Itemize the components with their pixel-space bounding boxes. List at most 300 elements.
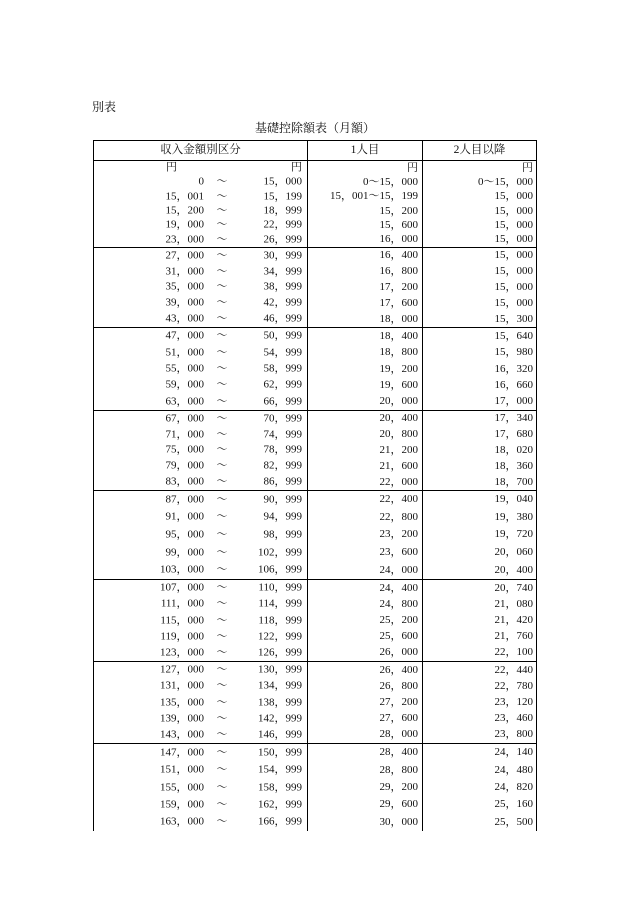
additional-person-deduction: 23，460 (494, 712, 533, 725)
first-person-deduction: 30，000 (308, 814, 423, 831)
income-range-cell (94, 544, 308, 562)
income-range-cell (94, 694, 308, 710)
first-person-deduction: 21，200 (308, 443, 423, 459)
income-range-cell (94, 509, 308, 527)
income-to: 50，999 (263, 329, 302, 342)
table-row (94, 814, 536, 831)
income-range-cell (94, 328, 308, 344)
table-row (94, 744, 536, 761)
income-range-cell (94, 411, 308, 427)
additional-person-deduction: 24，480 (494, 763, 533, 776)
income-from: 115，000 (160, 614, 204, 626)
income-to: 82，999 (263, 459, 302, 472)
first-person-deduction: 19，600 (308, 377, 423, 393)
income-from: 15，200 (165, 204, 204, 217)
additional-person-deduction: 20，740 (494, 581, 533, 594)
range-tilde: ～ (216, 204, 228, 217)
income-to: 66，999 (263, 395, 302, 408)
first-person-deduction: 15，200 (308, 204, 423, 218)
first-person-deduction: 25，600 (308, 629, 423, 645)
additional-person-deduction: 15，000 (494, 296, 533, 309)
first-person-deduction: 26，800 (308, 678, 423, 694)
table-row (94, 662, 536, 678)
range-tilde: ～ (216, 249, 228, 262)
table-row (94, 344, 536, 360)
income-to: 102，999 (258, 546, 302, 559)
income-range-cell (94, 761, 308, 778)
first-person-deduction: 28，000 (308, 727, 423, 743)
income-range-cell (94, 629, 308, 645)
table-row (94, 645, 536, 661)
additional-person-deduction: 18，700 (494, 475, 533, 488)
additional-person-deduction: 16，320 (494, 362, 533, 375)
income-to: 38，999 (263, 280, 302, 293)
first-person-deduction: 29，600 (308, 796, 423, 813)
additional-person-deduction: 15，000 (494, 190, 533, 203)
range-tilde: ～ (216, 493, 228, 506)
income-to: 26，999 (263, 233, 302, 246)
income-range-cell (94, 561, 308, 579)
additional-person-deduction: 20，060 (494, 546, 533, 559)
range-tilde: ～ (216, 798, 228, 811)
table-row (94, 727, 536, 743)
range-tilde: ～ (216, 746, 228, 759)
first-person-deduction: 29，200 (308, 779, 423, 796)
income-from: 55，000 (165, 362, 204, 375)
additional-person-deduction: 19，380 (494, 510, 533, 523)
additional-person-deduction: 15，000 (494, 280, 533, 293)
income-range-cell (94, 264, 308, 280)
income-range-cell (94, 233, 308, 247)
income-to: 15，000 (263, 175, 302, 188)
additional-person-deduction: 18，020 (494, 443, 533, 456)
range-tilde: ～ (216, 265, 228, 278)
income-from: 127，000 (160, 663, 204, 676)
row-group (94, 580, 536, 662)
additional-person-deduction: 17，000 (494, 395, 533, 408)
first-person-deduction: 18，800 (308, 344, 423, 360)
income-to: 130，999 (258, 663, 302, 676)
income-from: 87，000 (165, 493, 204, 506)
income-to: 126，999 (258, 646, 302, 659)
table-body (94, 161, 536, 831)
income-to: 110，999 (258, 581, 302, 594)
table-row (94, 248, 536, 264)
income-from-unit: 円 (166, 161, 177, 174)
range-tilde: ～ (216, 218, 228, 231)
table-row (94, 629, 536, 645)
income-to-unit: 円 (291, 161, 302, 174)
first-person-deduction: 15，600 (308, 218, 423, 232)
row-group (94, 411, 536, 491)
range-tilde: ～ (216, 728, 228, 741)
income-from: 123，000 (160, 646, 204, 659)
income-from: 151，000 (160, 763, 204, 776)
income-range-cell (94, 744, 308, 761)
first-person-deduction: 16，000 (308, 233, 423, 247)
table-row (94, 311, 536, 327)
range-tilde: ～ (216, 679, 228, 692)
additional-person-deduction: 15，640 (494, 329, 533, 342)
income-from: 23，000 (165, 233, 204, 246)
income-from: 147，000 (160, 746, 204, 759)
additional-person-deduction: 25，500 (494, 815, 533, 828)
table-row (94, 491, 536, 509)
income-range-cell (94, 612, 308, 628)
income-from: 35，000 (165, 280, 204, 293)
page-title: 基礎控除額表（月額） (254, 121, 375, 135)
income-to: 18，999 (263, 204, 302, 217)
income-from: 159，000 (160, 798, 204, 811)
additional-person-deduction: 21，760 (494, 630, 533, 643)
income-range-cell (94, 711, 308, 727)
additional-person-deduction: 15，980 (494, 346, 533, 359)
first-person-deduction: 18，400 (308, 328, 423, 344)
additional-person-deduction: 15，000 (494, 265, 533, 278)
income-range-cell (94, 427, 308, 443)
first-person-deduction: 24，400 (308, 580, 423, 596)
income-range-cell (94, 779, 308, 796)
first-person-deduction: 25，200 (308, 612, 423, 628)
table-row (94, 204, 536, 218)
range-tilde: ～ (216, 412, 228, 425)
header-first-person: 1人目 (308, 141, 423, 160)
first-person-deduction: 21，600 (308, 458, 423, 474)
income-from: 19，000 (165, 218, 204, 231)
income-from: 135，000 (160, 696, 204, 708)
range-tilde: ～ (216, 378, 228, 391)
income-to: 42，999 (263, 296, 302, 309)
table-row (94, 411, 536, 427)
income-from: 103，000 (160, 563, 204, 576)
income-range-cell (94, 580, 308, 596)
range-tilde: ～ (216, 510, 228, 523)
additional-person-deduction: 23，120 (494, 696, 533, 708)
income-range-cell (94, 311, 308, 327)
income-to: 78，999 (263, 443, 302, 456)
income-to: 142，999 (258, 712, 302, 725)
income-to: 154，999 (258, 763, 302, 776)
income-to: 22，999 (263, 218, 302, 231)
first-person-deduction: 17，600 (308, 295, 423, 311)
table-row (94, 394, 536, 410)
additional-person-deduction: 24，820 (494, 781, 533, 794)
range-tilde: ～ (216, 630, 228, 643)
range-tilde: ～ (216, 395, 228, 408)
first-person-deduction: 22，400 (308, 491, 423, 509)
range-tilde: ～ (216, 597, 228, 610)
income-to: 90，999 (263, 493, 302, 506)
first-person-deduction: 20，000 (308, 394, 423, 410)
first-person-deduction: 28，400 (308, 744, 423, 761)
income-from: 0 (198, 175, 204, 188)
first-person-deduction: 22，000 (308, 474, 423, 490)
table-row (94, 694, 536, 710)
income-from: 99，000 (165, 546, 204, 559)
income-to: 94，999 (263, 510, 302, 523)
first-person-deduction: 17，200 (308, 280, 423, 296)
income-to: 134，999 (258, 679, 302, 692)
income-to: 54，999 (263, 346, 302, 359)
table-row (94, 361, 536, 377)
deduction-table (93, 140, 537, 831)
table-row (94, 233, 536, 247)
range-tilde: ～ (216, 763, 228, 776)
header-income-range: 収入金額別区分 (94, 141, 308, 160)
table-row (94, 328, 536, 344)
range-tilde: ～ (216, 175, 228, 188)
income-to: 62，999 (263, 378, 302, 391)
income-to: 58，999 (263, 362, 302, 375)
income-to: 138，999 (258, 696, 302, 708)
income-to: 146，999 (258, 728, 302, 741)
range-tilde: ～ (216, 475, 228, 488)
row-group (94, 328, 536, 411)
table-row (94, 580, 536, 596)
income-from: 27，000 (165, 249, 204, 262)
income-to: 150，999 (258, 746, 302, 759)
additional-person-deduction: 19，720 (494, 528, 533, 541)
first-person-deduction: 19，200 (308, 361, 423, 377)
range-tilde: ～ (216, 329, 228, 342)
income-range-cell (94, 361, 308, 377)
income-from: 131，000 (160, 679, 204, 692)
additional-person-deduction: 21，420 (494, 614, 533, 626)
header-additional-persons: 2人目以降 (453, 143, 506, 156)
income-range-cell (94, 175, 308, 189)
income-to: 30，999 (263, 249, 302, 262)
income-from: 59，000 (165, 378, 204, 391)
income-range-cell (94, 662, 308, 678)
row-group (94, 248, 536, 328)
income-from: 47，000 (165, 329, 204, 342)
income-from: 155，000 (160, 781, 204, 794)
income-to: 86，999 (263, 475, 302, 488)
income-from: 83，000 (165, 475, 204, 488)
income-from: 107，000 (160, 581, 204, 594)
additional-person-deduction: 25，160 (494, 798, 533, 811)
income-from: 95，000 (165, 528, 204, 541)
income-range-cell (94, 458, 308, 474)
range-tilde: ～ (216, 696, 228, 708)
income-from: 79，000 (165, 459, 204, 472)
additional-person-deduction: 17，680 (494, 428, 533, 441)
first-person-unit: 円 (308, 161, 423, 175)
range-tilde: ～ (216, 781, 228, 794)
income-to: 118，999 (258, 614, 302, 626)
income-range-unit-cell (94, 161, 308, 175)
first-person-deduction: 24，800 (308, 596, 423, 612)
table-row (94, 377, 536, 393)
range-tilde: ～ (216, 233, 228, 246)
first-person-deduction: 16，800 (308, 264, 423, 280)
first-person-deduction: 24，000 (308, 561, 423, 579)
range-tilde: ～ (216, 563, 228, 576)
income-to: 162，999 (258, 798, 302, 811)
additional-person-deduction: 22，440 (494, 663, 533, 676)
table-row (94, 218, 536, 232)
range-tilde: ～ (216, 312, 228, 325)
range-tilde: ～ (216, 443, 228, 456)
table-row (94, 264, 536, 280)
income-from: 143，000 (160, 728, 204, 741)
table-row (94, 761, 536, 778)
range-tilde: ～ (216, 362, 228, 375)
table-row (94, 458, 536, 474)
range-tilde: ～ (216, 459, 228, 472)
table-row (94, 427, 536, 443)
income-from: 63，000 (165, 395, 204, 408)
table-row (94, 779, 536, 796)
additional-person-deduction: 15，000 (494, 249, 533, 262)
income-from: 163，000 (160, 815, 204, 828)
income-range-cell (94, 491, 308, 509)
table-row (94, 295, 536, 311)
first-person-deduction: 16，400 (308, 248, 423, 264)
additional-person-unit: 円 (522, 161, 533, 174)
row-group (94, 491, 536, 580)
income-to: 74，999 (263, 428, 302, 441)
income-from: 111，000 (160, 597, 204, 610)
range-tilde: ～ (216, 546, 228, 559)
income-from: 71，000 (165, 428, 204, 441)
first-person-deduction: 18，000 (308, 311, 423, 327)
additional-person-deduction: 19，040 (494, 493, 533, 506)
table-row (94, 509, 536, 527)
range-tilde: ～ (216, 712, 228, 725)
first-person-deduction: 27，600 (308, 711, 423, 727)
table-row (94, 612, 536, 628)
income-range-cell (94, 190, 308, 204)
income-range-cell (94, 394, 308, 410)
table-row (94, 175, 536, 189)
income-range-cell (94, 727, 308, 743)
table-row (94, 443, 536, 459)
income-range-cell (94, 474, 308, 490)
income-from: 43，000 (165, 312, 204, 325)
table-row (94, 544, 536, 562)
table-row (94, 280, 536, 296)
unit-row (94, 161, 536, 175)
income-to: 166，999 (258, 815, 302, 828)
first-person-deduction: 20，400 (308, 411, 423, 427)
income-to: 70，999 (263, 412, 302, 425)
range-tilde: ～ (216, 428, 228, 441)
income-to: 106，999 (258, 563, 302, 576)
income-range-cell (94, 596, 308, 612)
table-row (94, 678, 536, 694)
income-from: 39，000 (165, 296, 204, 309)
income-from: 139，000 (160, 712, 204, 725)
additional-person-deduction: 23，800 (494, 728, 533, 741)
table-row (94, 596, 536, 612)
first-person-deduction: 22，800 (308, 509, 423, 527)
row-group (94, 662, 536, 744)
additional-person-deduction: 22，100 (494, 646, 533, 659)
income-range-cell (94, 204, 308, 218)
range-tilde: ～ (216, 346, 228, 359)
income-from: 75，000 (165, 443, 204, 456)
income-range-cell (94, 814, 308, 831)
income-range-cell (94, 526, 308, 544)
additional-person-deduction: 15，000 (494, 218, 533, 231)
additional-person-deduction: 15，000 (494, 233, 533, 246)
income-from: 119，000 (160, 630, 204, 643)
additional-person-deduction: 17，340 (494, 412, 533, 425)
income-to: 15，199 (263, 190, 302, 203)
income-range-cell (94, 377, 308, 393)
income-range-cell (94, 443, 308, 459)
income-range-cell (94, 678, 308, 694)
additional-person-deduction: 24，140 (494, 746, 533, 759)
income-to: 122，999 (258, 630, 302, 643)
income-from: 91，000 (165, 510, 204, 523)
table-row (94, 526, 536, 544)
income-from: 67，000 (165, 412, 204, 425)
additional-person-deduction: 15，000 (494, 204, 533, 217)
range-tilde: ～ (216, 646, 228, 659)
income-to: 158，999 (258, 781, 302, 794)
income-range-cell (94, 218, 308, 232)
first-person-deduction: 26，000 (308, 645, 423, 661)
additional-person-deduction: 20，400 (494, 563, 533, 576)
range-tilde: ～ (216, 614, 228, 626)
additional-person-deduction: 22，780 (494, 679, 533, 692)
table-header-row (94, 141, 536, 161)
first-person-deduction: 20，800 (308, 427, 423, 443)
income-from: 15，001 (165, 190, 204, 203)
first-person-deduction: 28，800 (308, 761, 423, 778)
range-tilde: ～ (216, 296, 228, 309)
row-group (94, 161, 536, 248)
income-range-cell (94, 280, 308, 296)
income-to: 46，999 (263, 312, 302, 325)
income-range-cell (94, 645, 308, 661)
table-row (94, 474, 536, 490)
income-to: 34，999 (263, 265, 302, 278)
income-range-cell (94, 248, 308, 264)
income-range-cell (94, 295, 308, 311)
first-person-deduction: 0～15，000 (308, 175, 423, 189)
range-tilde: ～ (216, 581, 228, 594)
first-person-deduction: 26，400 (308, 662, 423, 678)
income-from: 31，000 (165, 265, 204, 278)
income-to: 98，999 (263, 528, 302, 541)
table-row (94, 561, 536, 579)
appendix-label: 別表 (92, 100, 117, 114)
income-to: 114，999 (258, 597, 302, 610)
additional-person-deduction: 0～15，000 (478, 175, 533, 188)
first-person-deduction: 23，600 (308, 544, 423, 562)
additional-person-deduction: 15，300 (494, 312, 533, 325)
income-from: 51，000 (165, 346, 204, 359)
additional-person-deduction: 16，660 (494, 378, 533, 391)
table-row (94, 796, 536, 813)
first-person-deduction: 27，200 (308, 694, 423, 710)
range-tilde: ～ (216, 815, 228, 828)
additional-person-deduction: 18，360 (494, 459, 533, 472)
additional-person-deduction: 21，080 (494, 597, 533, 610)
range-tilde: ～ (216, 663, 228, 676)
first-person-deduction: 15，001～15，199 (308, 190, 423, 204)
range-tilde: ～ (216, 528, 228, 541)
table-row (94, 711, 536, 727)
row-group (94, 744, 536, 831)
range-tilde: ～ (216, 280, 228, 293)
table-row (94, 190, 536, 204)
range-tilde: ～ (216, 190, 228, 203)
income-range-cell (94, 796, 308, 813)
